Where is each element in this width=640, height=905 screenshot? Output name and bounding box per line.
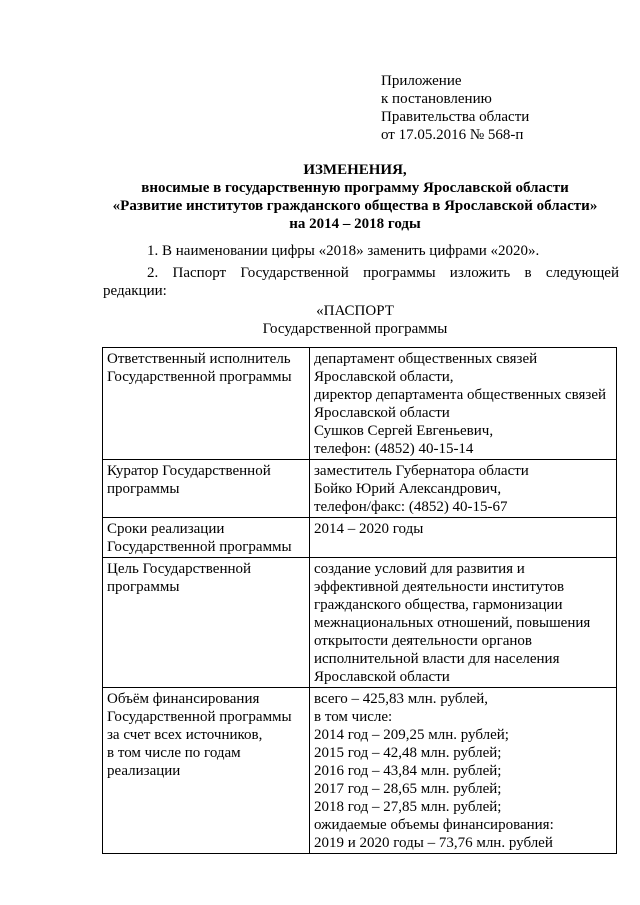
table-row xyxy=(103,518,617,558)
row-value-line: 2015 год – 42,48 млн. рублей; xyxy=(314,745,502,761)
table-row xyxy=(103,558,617,688)
row-label-line: за счет всех источников, xyxy=(107,727,263,743)
title-line: на 2014 – 2018 годы xyxy=(289,216,421,232)
row-value-line: директор департамента общественных связей xyxy=(314,387,607,403)
row-label-line: в том числе по годам xyxy=(107,745,241,761)
row-value-line: заместитель Губернатора области xyxy=(314,463,529,479)
row-label-line: программы xyxy=(107,579,180,595)
row-label-line: Ответственный исполнитель xyxy=(107,351,291,367)
row-value-line: телефон/факс: (4852) 40-15-67 xyxy=(314,499,508,515)
row-value-line: 2014 – 2020 годы xyxy=(314,521,424,537)
appendix-line: Приложение xyxy=(381,73,462,89)
passport-heading-line: Государственной программы xyxy=(262,321,448,337)
title-line: ИЗМЕНЕНИЯ, xyxy=(303,162,407,178)
row-value-line: исполнительной власти для населения xyxy=(314,651,560,667)
row-value-line: в том числе: xyxy=(314,709,393,725)
row-value-cell xyxy=(310,558,617,688)
row-label-line: Государственной программы xyxy=(107,539,292,555)
passport-table xyxy=(102,347,617,854)
row-label-line: Государственной программы xyxy=(107,369,292,385)
row-label-cell xyxy=(103,460,310,518)
appendix-line: Правительства области xyxy=(381,109,530,125)
row-label-line: Государственной программы xyxy=(107,709,292,725)
row-value-line: Бойко Юрий Александрович, xyxy=(314,481,502,497)
document-title xyxy=(90,161,620,233)
row-value-cell xyxy=(310,688,617,854)
row-value-line: телефон: (4852) 40-15-14 xyxy=(314,441,474,457)
table-row xyxy=(103,348,617,460)
row-label-line: Цель Государственной xyxy=(107,561,252,577)
row-label-cell xyxy=(103,558,310,688)
row-label-line: реализации xyxy=(107,763,181,779)
row-label-cell xyxy=(103,688,310,854)
row-label-line: Объём финансирования xyxy=(107,691,260,707)
row-value-line: Ярославской области xyxy=(314,405,450,421)
appendix-block xyxy=(381,72,621,144)
row-value-line: департамент общественных связей xyxy=(314,351,538,367)
passport-heading xyxy=(90,302,620,338)
row-label-cell xyxy=(103,348,310,460)
row-label-cell xyxy=(103,518,310,558)
paragraph-1: 1. В наименовании цифры «2018» заменить цифрами «2020». xyxy=(147,243,540,259)
row-label-line: Куратор Государственной xyxy=(107,463,271,479)
row-value-cell xyxy=(310,518,617,558)
row-value-line: всего – 425,83 млн. рублей, xyxy=(314,691,489,707)
row-label-line: программы xyxy=(107,481,180,497)
row-value-line: гражданского общества, гармонизации xyxy=(314,597,563,613)
table-row xyxy=(103,688,617,854)
passport-heading-line: «ПАСПОРТ xyxy=(316,303,394,319)
passport-table-body xyxy=(103,348,617,854)
row-value-line: Сушков Сергей Евгеньевич, xyxy=(314,423,494,439)
row-value-cell xyxy=(310,348,617,460)
row-value-line: Ярославской области xyxy=(314,669,450,685)
table-row xyxy=(103,460,617,518)
paragraph-2: 2. Паспорт Государственной программы изложить в следующей редакции: xyxy=(103,265,619,299)
row-value-cell xyxy=(310,460,617,518)
row-value-line: открытости деятельности органов xyxy=(314,633,532,649)
title-line: вносимые в государственную программу Ярославской области xyxy=(141,180,569,196)
row-value-line: ожидаемые объемы финансирования: xyxy=(314,817,554,833)
row-value-line: 2014 год – 209,25 млн. рублей; xyxy=(314,727,509,743)
row-label-line: Сроки реализации xyxy=(107,521,225,537)
row-value-line: 2019 и 2020 годы – 73,76 млн. рублей xyxy=(314,835,553,851)
appendix-line: к постановлению xyxy=(381,91,492,107)
row-value-line: Ярославской области, xyxy=(314,369,454,385)
row-value-line: эффективной деятельности институтов xyxy=(314,579,565,595)
row-value-line: 2018 год – 27,85 млн. рублей; xyxy=(314,799,502,815)
row-value-line: создание условий для развития и xyxy=(314,561,525,577)
row-value-line: 2017 год – 28,65 млн. рублей; xyxy=(314,781,502,797)
row-value-line: 2016 год – 43,84 млн. рублей; xyxy=(314,763,502,779)
title-line: «Развитие институтов гражданского общества в Ярославской области» xyxy=(112,198,598,214)
row-value-line: межнациональных отношений, повышения xyxy=(314,615,591,631)
appendix-line: от 17.05.2016 № 568-п xyxy=(381,127,524,143)
